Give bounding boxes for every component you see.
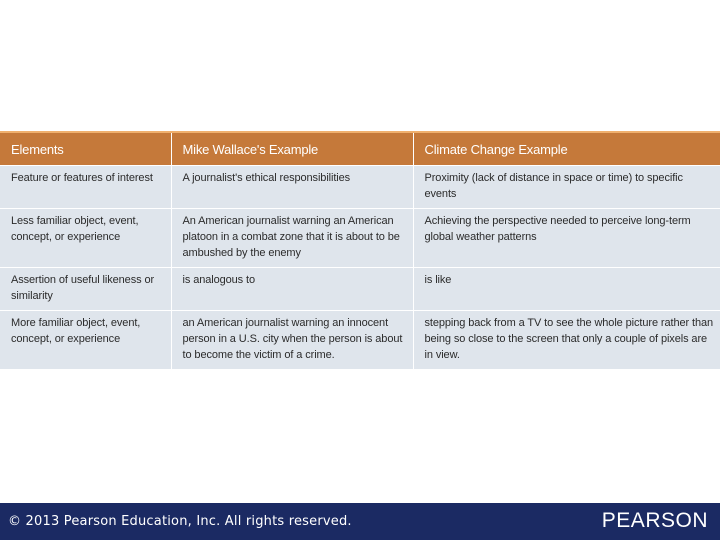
table-cell: Assertion of useful likeness or similarity (0, 268, 171, 311)
table-cell: More familiar object, event, concept, or experience (0, 311, 171, 370)
header-climate-change-example: Climate Change Example (413, 132, 720, 166)
table-cell: An American journalist warning an American platoon in a combat zone that it is about to be ambushed by the enemy (171, 209, 413, 268)
table-row (0, 268, 720, 311)
table-row (0, 311, 720, 370)
table-cell: Less familiar object, event, concept, or experience (0, 209, 171, 268)
header-elements: Elements (0, 132, 171, 166)
table-cell: is like (413, 268, 720, 311)
table-cell: stepping back from a TV to see the whole picture rather than being so close to the screen that only a couple of pixels are in view. (413, 311, 720, 370)
comparison-table (0, 131, 720, 369)
header-mike-wallace-example: Mike Wallace's Example (171, 132, 413, 166)
table-header-row (0, 132, 720, 166)
pearson-logo: PEARSON (601, 509, 708, 532)
table-cell: Achieving the perspective needed to perceive long-term global weather patterns (413, 209, 720, 268)
table-row (0, 166, 720, 209)
footer-bar (0, 503, 720, 540)
table-cell: Proximity (lack of distance in space or time) to specific events (413, 166, 720, 209)
table-row (0, 209, 720, 268)
table-cell: Feature or features of interest (0, 166, 171, 209)
table-cell: an American journalist warning an innocent person in a U.S. city when the person is about to become the victim of a crime. (171, 311, 413, 370)
table-cell: A journalist's ethical responsibilities (171, 166, 413, 209)
table-cell: is analogous to (171, 268, 413, 311)
copyright-text: © 2013 Pearson Education, Inc. All rights reserved. (8, 514, 352, 529)
